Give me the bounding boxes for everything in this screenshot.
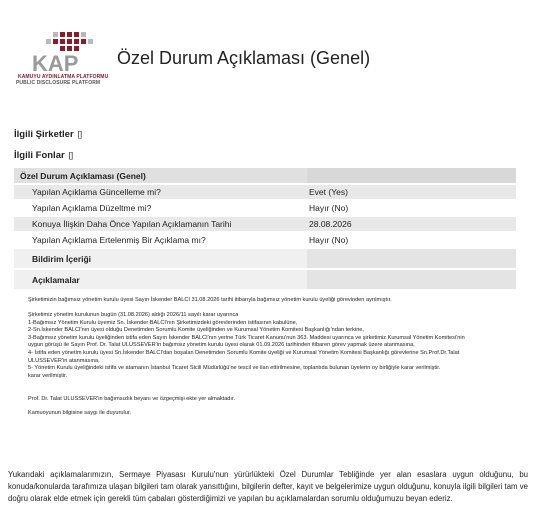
- logo-tagline-en: PUBLIC DISCLOSURE PLATFORM: [16, 80, 101, 86]
- attachment-note: [28, 396, 518, 404]
- row-label: Konuya İlişkin Daha Önce Yapılan Açıklamanın Tarihi: [14, 217, 307, 231]
- related-funds-text: İlgili Fonlar: [14, 150, 65, 161]
- notification-content-row: [14, 249, 516, 268]
- logo-wordmark: KAP: [32, 51, 79, 74]
- decision-line: 4- İstifa eden yönetim kurulu üyesi Sn.İskender BALCI'dan boşalan Denetimden Sorumlu Komite üyeliği ve Kurumsal Yönetim Komitesi Başkanlığı görevlerine Sn.Prof.Dr.Talat: [28, 349, 460, 356]
- decision-line: 5- Yönetim Kurulu üyeliğindeki istifa ve atamanın İstanbul Ticaret Sicili Müdürlüğü'ne tescil ve ilan ettirilmesine, toplantıda bulunan üyelerin oy birliğiyle karar verilmiştir.: [28, 365, 441, 372]
- closing-note-text: Kamuoyunun bilgisine saygı ile duyurulur.: [28, 410, 131, 416]
- board-decision-block: [28, 312, 518, 380]
- row-label: Yapılan Açıklama Güncelleme mi?: [14, 185, 307, 199]
- row-value: Hayır (No): [307, 233, 516, 247]
- related-funds-label: [14, 150, 73, 161]
- page-header: [0, 0, 542, 100]
- decision-line: Şirketimiz yönetim kurulunun bugün (31.08.2026) aldığı 2026/11 sayılı karar uyarınca: [28, 312, 239, 318]
- decision-line: ULUSSEVER'in atanmasına,: [28, 357, 100, 364]
- notification-content-label: Bildirim İçeriği: [14, 249, 307, 268]
- table-header-row: [14, 168, 516, 183]
- table-row: [14, 185, 516, 199]
- legal-disclaimer: Yukarıdaki açıklamalarımızın, Sermaye Piyasası Kurulu'nun yürürlükteki Özel Durumlar Tebliğinde yer alan esaslara uygun olduğunu, bu konuda/konularda tarafımıza ulaşan bilgileri tam olarak yansıttığını, bilgilerin defter, kayıt ve belgelerimize uygun olduğunu, konuyla ilgili bilgileri tam ve doğru olarak elde etmek için gerekli tüm çabaları gösterdiğimizi ve yapılan bu açıklamalardan sorumlu olduğumuzu beyan ederiz.: [8, 470, 528, 503]
- related-companies-text: İlgili Şirketler: [14, 129, 74, 140]
- explanations-label: Açıklamalar: [14, 270, 307, 289]
- table-row: [14, 217, 516, 231]
- page-title: Özel Durum Açıklaması (Genel): [117, 48, 371, 68]
- explanation-paragraph: [28, 297, 518, 305]
- decision-line: 3-Bağımsız yönetim kurulu üyeliğinden istifa eden Sayın İskender BALCI'nın yerine Türk Ticaret Kanunu'nun 363. Maddesi uyarınca ve şirketimiz Kurumsal Yönetim Komitesi'nin: [28, 334, 465, 341]
- table-row: [14, 201, 516, 215]
- table-row: [14, 233, 516, 247]
- logo-tagline-tr: KAMUYU AYDINLATMA PLATFORMU: [18, 74, 109, 80]
- kap-logo-icon: [14, 30, 104, 74]
- table-header-title: Özel Durum Açıklaması (Genel): [14, 168, 307, 183]
- related-companies-label: [14, 129, 82, 140]
- explanation-text: Şirketimizin bağımsız yönetim kurulu üyesi Sayın İskender BALCI 31.08.2026 tarihi itibarıyla bağımsız yönetim kurulu üyeliği görevinden ayrılmıştır.: [28, 297, 392, 303]
- attachment-note-text: Prof. Dr. Talat ULUSSEVER'in bağımsızlık beyanı ve özgeçmişi ekte yer almaktadır.: [28, 396, 236, 402]
- related-companies-list: []: [77, 130, 83, 139]
- explanations-row: [14, 270, 516, 289]
- row-value: Hayır (No): [307, 201, 516, 215]
- row-value: 28.08.2026: [307, 217, 516, 231]
- closing-note: [28, 410, 518, 418]
- table-header-value: [307, 168, 516, 183]
- row-value: Evet (Yes): [307, 185, 516, 199]
- decision-line: 2-Sn.İskender BALCI'nın üyesi olduğu Denetimden Sorumlu Komite üyeliğinden ve Kurumsal Yönetim Komitesi Başkanlığı'ndan terkine,: [28, 327, 364, 334]
- row-label: Yapılan Açıklama Ertelenmiş Bir Açıklama mı?: [14, 233, 307, 247]
- explanations-value: [307, 270, 516, 289]
- disclosure-details-table: [14, 166, 516, 291]
- kap-logo: [14, 30, 109, 90]
- decision-line: karar verilmiştir.: [28, 372, 68, 379]
- decision-line: uygun görüşü ile Sayın Prof. Dr. Talat ULUSSEVER'in bağımsız yönetim kurulu üyesi olarak 01.09.2026 tarihinden itibaren görev yapmak üzere atanmasına,: [28, 342, 415, 349]
- related-funds-list: []: [68, 151, 74, 160]
- notification-content-value: [307, 249, 516, 268]
- decision-line: 1-Bağımsız Yönetim Kurulu üyemiz Sn. İskender BALCI'nın Şirketimizdeki görevlerinden istifasının kabulüne,: [28, 319, 298, 326]
- row-label: Yapılan Açıklama Düzeltme mi?: [14, 201, 307, 215]
